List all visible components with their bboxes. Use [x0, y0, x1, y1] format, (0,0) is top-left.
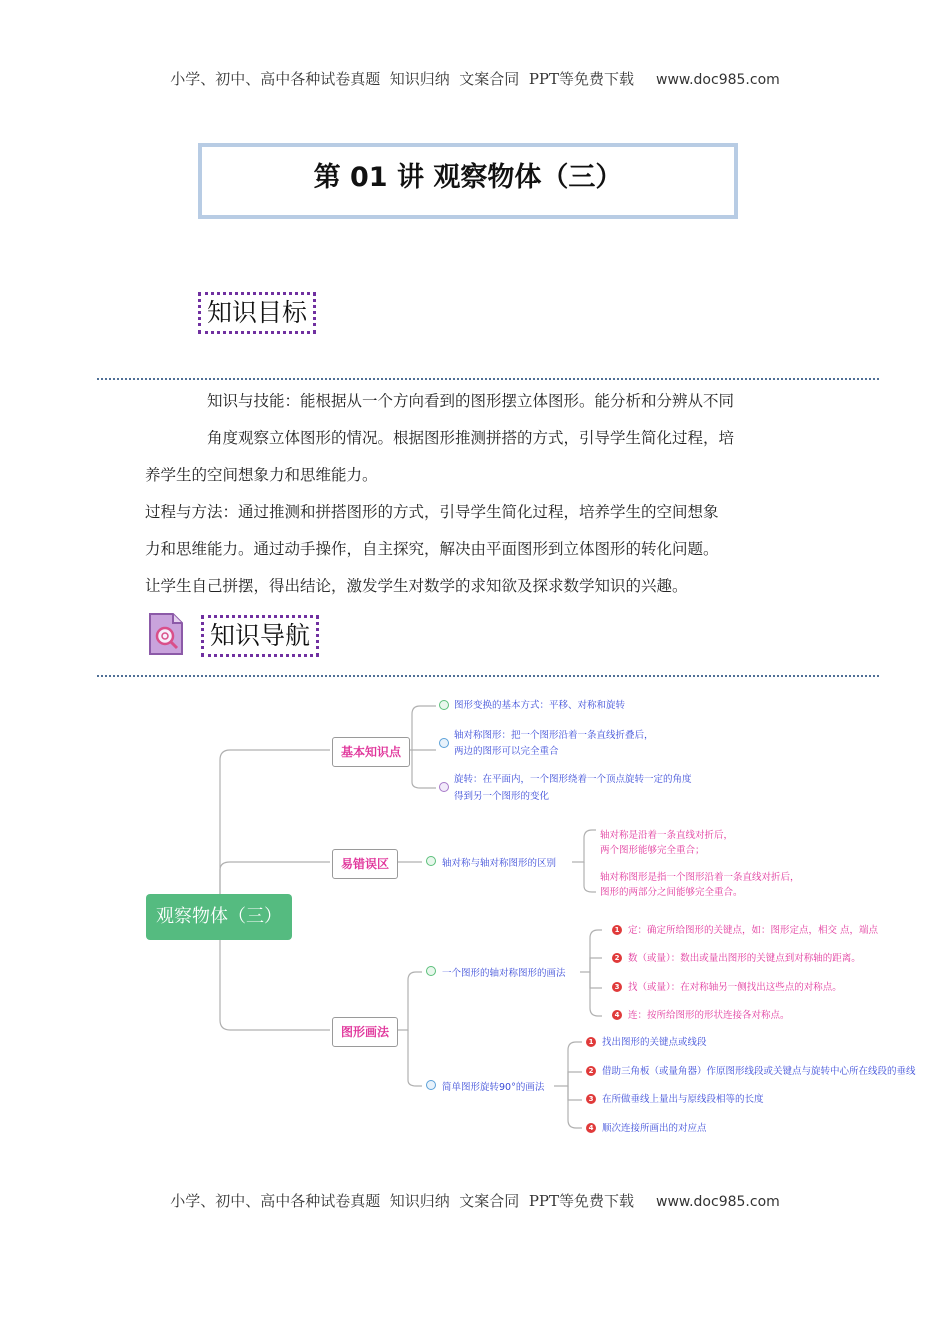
basic-item: 得到另一个图形的变化 [454, 791, 550, 802]
divider [97, 378, 879, 380]
rotate-step: 借助三角板（或量角器）作原图形线段或关键点与旋转中心所在线段的垂线 [602, 1066, 916, 1077]
header-text: 小学、初中、高中各种试卷真题 知识归纳 文案合同 PPT等免费下载 [170, 70, 635, 88]
objective-line: 角度观察立体图形的情况。根据图形推测拼搭的方式，引导学生简化过程，培 [207, 429, 735, 447]
footer-site[interactable]: www.doc985.com [656, 1194, 780, 1210]
title-box [198, 143, 738, 219]
draw-item-2: 简单图形旋转90°的画法 [442, 1082, 545, 1093]
error-detail: 图形的两部分之间能够完全重合。 [600, 887, 743, 898]
divider [97, 675, 879, 677]
footer-text: 小学、初中、高中各种试卷真题 知识归纳 文案合同 PPT等免费下载 [170, 1192, 635, 1210]
document-search-icon [147, 612, 185, 656]
draw-step: 连：按所给图形的形状连接各对称点。 [628, 1010, 790, 1021]
branch-common-errors[interactable]: 易错误区 [332, 849, 398, 879]
draw-step: 找（或量）：在对称轴另一侧找出这些点的对称点。 [628, 982, 842, 993]
rotate-step: 在所做垂线上量出与原线段相等的长度 [602, 1094, 764, 1105]
step-number-4: 4 [586, 1123, 596, 1133]
step-number-1: 1 [612, 925, 622, 935]
page-footer [0, 1190, 950, 1211]
page-title: 第 01 讲 观察物体（三） [313, 162, 623, 193]
branch-basic-knowledge[interactable]: 基本知识点 [332, 737, 410, 767]
mindmap [140, 690, 930, 1150]
header-site[interactable]: www.doc985.com [656, 72, 780, 88]
error-detail: 轴对称图形是指一个图形沿着一条直线对折后， [600, 872, 800, 883]
draw-step: 数（或量）：数出或量出图形的关键点到对称轴的距离。 [628, 953, 861, 964]
step-number-3: 3 [586, 1094, 596, 1104]
pin-icon [439, 700, 449, 710]
basic-item: 轴对称图形：把一个图形沿着一条直线折叠后， [454, 730, 654, 741]
section-knowledge-goals: 知识目标 [198, 292, 316, 334]
objective-line: 力和思维能力。通过动手操作，自主探究，解决由平面图形到立体图形的转化问题。 [145, 540, 719, 558]
draw-item-1: 一个图形的轴对称图形的画法 [442, 968, 566, 979]
step-number-3: 3 [612, 982, 622, 992]
branch-drawing-methods[interactable]: 图形画法 [332, 1017, 398, 1047]
pin-icon [426, 966, 436, 976]
objective-line: 养学生的空间想象力和思维能力。 [145, 466, 378, 484]
basic-item: 两边的图形可以完全重合 [454, 746, 559, 757]
error-item: 轴对称与轴对称图形的区别 [442, 858, 557, 869]
rotate-step: 顺次连接所画出的对应点 [602, 1123, 707, 1134]
section-knowledge-navigation: 知识导航 [201, 615, 319, 657]
step-number-1: 1 [586, 1037, 596, 1047]
draw-step: 定：确定所给图形的关键点，如：图形定点，相交 点，端点 [628, 925, 879, 936]
pin-icon [439, 782, 449, 792]
rotate-step: 找出图形的关键点或线段 [602, 1037, 707, 1048]
pin-icon [439, 738, 449, 748]
basic-item: 图形变换的基本方式：平移、对称和旋转 [454, 700, 626, 711]
step-number-4: 4 [612, 1010, 622, 1020]
step-number-2: 2 [586, 1066, 596, 1076]
error-detail: 轴对称是沿着一条直线对折后， [600, 830, 734, 841]
objectives-text [145, 383, 810, 605]
basic-item: 旋转：在平面内，一个图形绕着一个顶点旋转一定的角度 [454, 774, 692, 785]
error-detail: 两个图形能够完全重合； [600, 845, 705, 856]
mindmap-root[interactable]: 观察物体（三） [146, 894, 292, 940]
objective-line: 知识与技能：能根据从一个方向看到的图形摆立体图形。能分析和分辨从不同 [207, 392, 735, 410]
pin-icon [426, 1080, 436, 1090]
pin-icon [426, 856, 436, 866]
objective-line: 让学生自己拼摆，得出结论，激发学生对数学的求知欲及探求数学知识的兴趣。 [145, 577, 688, 595]
step-number-2: 2 [612, 953, 622, 963]
page-header [0, 68, 950, 89]
objective-line: 过程与方法：通过推测和拼搭图形的方式，引导学生简化过程，培养学生的空间想象 [145, 503, 719, 521]
